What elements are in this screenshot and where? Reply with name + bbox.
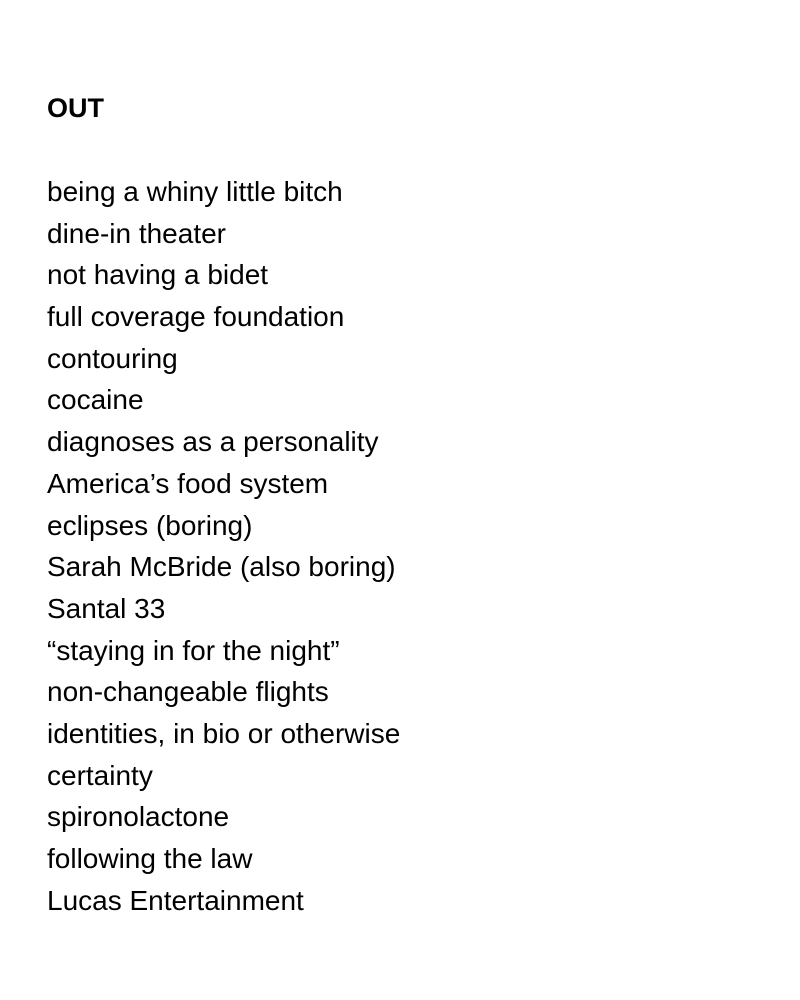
document-body	[47, 88, 767, 921]
list-item: contouring	[47, 342, 178, 374]
list-item: following the law	[47, 843, 253, 874]
list-item: “staying in for the night”	[47, 634, 340, 666]
list-item: Santal 33	[47, 592, 166, 624]
list-item: certainty	[47, 759, 153, 791]
list-item: full coverage foundation	[47, 301, 345, 333]
list-item: eclipses (boring)	[47, 509, 253, 541]
list-item: being a whiny little bitch	[47, 176, 343, 207]
list-item: Sarah McBride (also boring)	[47, 551, 396, 583]
list-item: dine-in theater	[47, 217, 227, 249]
list-item: non-changeable flights	[47, 676, 329, 708]
list-item: spironolactone	[47, 801, 230, 833]
list-item: Lucas Entertainment	[47, 884, 304, 916]
list-item: not having a bidet	[47, 259, 269, 291]
out-list	[47, 171, 767, 921]
list-item: America’s food system	[47, 467, 329, 499]
page-title: OUT	[47, 93, 104, 123]
list-item: diagnoses as a personality	[47, 426, 379, 458]
list-item: identities, in bio or otherwise	[47, 717, 401, 749]
list-item: cocaine	[47, 384, 144, 416]
